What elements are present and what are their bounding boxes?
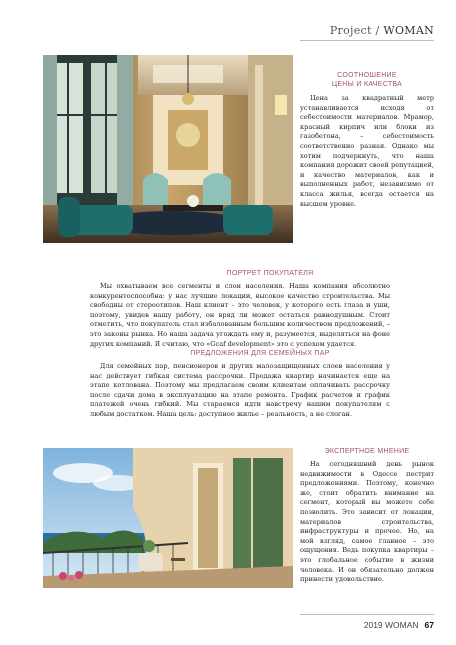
footer-label: 2019 WOMAN xyxy=(363,620,419,630)
section-heading-expert-opinion: ЭКСПЕРТНОЕ МНЕНИЕ xyxy=(324,448,410,455)
running-header xyxy=(330,24,434,37)
header-rule xyxy=(300,40,434,41)
section-text-price-quality: Цена за квадратный метр устанавливается исходя от себестоимости материалов. Мрамор, красный кирпич или блоки из газобетона, – себестоимость соответственно разная. Однако мы хотим подчеркнуть, что наша компания дорожит своей репутацией, и качество материалов, как и выполненных работ, независимо от класса жилья, всегда остается на высшем уровне. xyxy=(300,94,434,208)
section-heading-price-quality xyxy=(300,71,434,89)
page-number: 67 xyxy=(424,620,434,630)
section-text-families: Для семейных пар, пенсионеров и других малозащищенных слоев населения у нас действует гибкая система рассрочки. Продажа квартир начинается еще на этапе котлована. Поэтому мы предлагаем своим клиентам оплачивать рассрочку после сдачи дома в эксплуатацию на этапе ремонта. График расчетов и график платежей очень гибкий. Мы стараемся идти навстречу нашим покупателям с любым достатком. Наша цель: доступное жилье – реальность, а не слоган. xyxy=(90,362,390,418)
section-text-expert-opinion: На сегодняшний день рынок недвижимости в Одессе пестрит предложениями. Поэтому, конечно же, стоит обратить внимание на сегмент, который вы можете себе позволить. Это зависит от локации, материалов строительства, инфраструктуры и прочее. Но, на мой взгляд, самое главное – это ощущения. Ведь покупка квартиры – это глобальное событие в жизни человека. И он обязательно должен принести удовольствие. xyxy=(300,460,434,584)
lobby-interior-illustration xyxy=(43,55,293,243)
header-prefix: Project / xyxy=(329,24,384,37)
footer-rule xyxy=(300,614,434,615)
page-footer xyxy=(364,620,434,630)
lobby-interior-photo xyxy=(43,55,293,243)
section-heading-buyer-portrait: ПОРТРЕТ ПОКУПАТЕЛЯ xyxy=(226,270,314,277)
heading-line: ЦЕНЫ И КАЧЕСТВА xyxy=(331,81,403,88)
section-heading-families: ПРЕДЛОЖЕНИЯ ДЛЯ СЕМЕЙНЫХ ПАР xyxy=(190,350,330,357)
balcony-sea-view-photo xyxy=(43,448,293,588)
balcony-illustration xyxy=(43,448,293,588)
header-magazine-title: WOMAN xyxy=(383,24,434,37)
section-text-buyer-portrait: Мы охватываем все сегменты и слои населения. Наша компания абсолютно конкурентоспособна: у нас лучшие локации, высокое качество строительства. Мы свободны от стереотипов. Наш клиент – это человек, у которого есть глаза и уши, поэтому, увидев нашу работу, он вряд ли может остаться равнодушным. Стоит отметить, что покупатель стал избалованным большим количеством предложений, – это законы рынка. Но наша задача угождать ему и, разумеется, выделяться на фоне других компаний. Я считаю, что «Gcaf development» это с успехом удается. xyxy=(90,282,390,348)
heading-line: СООТНОШЕНИЕ xyxy=(337,72,397,79)
